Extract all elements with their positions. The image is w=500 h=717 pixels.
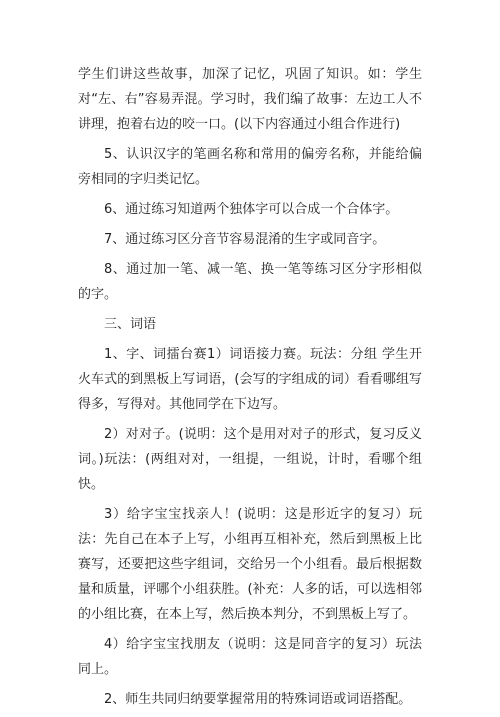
paragraph-item-8: 8、通过加一笔、减一笔、换一笔等练习区分字形相似的字。 [78, 262, 422, 302]
document-body [78, 62, 422, 717]
paragraph-item-7: 7、通过练习区分音节容易混淆的生字或同音字。 [104, 232, 386, 247]
paragraph-story-memory: 学生们讲这些故事，加深了记忆，巩固了知识。如：学生对“左、右”容易弄混。学习时，我们编了故事：左边工人不讲理，抱着右边的咬一口。(以下内容通过小组合作进行) [78, 67, 422, 132]
paragraph-couplets: 2）对对子。(说明：这个是用对对子的形式，复习反义词。)玩法：(两组对对，一组提，一组说，计时，看哪个组快。 [78, 427, 422, 492]
paragraph-homophones: 4）给字宝宝找朋友（说明：这是同音字的复习）玩法同上。 [78, 637, 422, 677]
paragraph-word-relay: 1、字、词擂台赛1）词语接力赛。玩法：分组 学生开火车式的到黑板上写词语，(会写的字组成的词）看看哪组写得多，写得对。其他同学在下边写。 [78, 347, 422, 412]
paragraph-similar-chars: 3）给字宝宝找亲人！(说明：这是形近字的复习）玩法：先自己在本子上写，小组再互相补充，然后到黑板上比赛写，还要把这些字组词，交给另一个小组看。最后根据数量和质量，评哪个小组获胜。(补充：人多的话，可以选相邻的小组比赛，在本上写，然后换本判分，不到黑板上写了。 [78, 507, 422, 622]
paragraph-item-6: 6、通过练习知道两个独体字可以合成一个合体字。 [104, 202, 399, 217]
paragraph-summary: 2、师生共同归纳要掌握常用的特殊词语或词语搭配。 [104, 692, 412, 707]
section-heading-words: 三、词语 [104, 317, 157, 332]
paragraph-item-5: 5、认识汉字的笔画名称和常用的偏旁名称，并能给偏旁相同的字归类记忆。 [78, 147, 422, 187]
